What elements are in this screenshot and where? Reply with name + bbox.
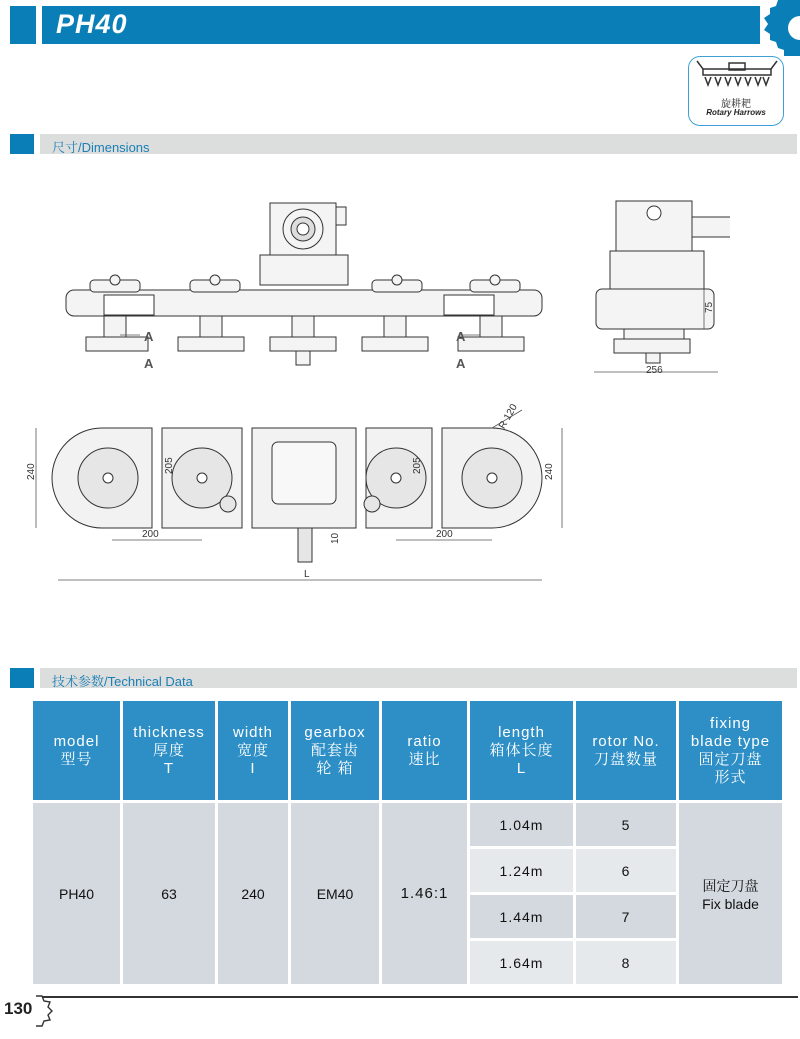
section-header-dimensions xyxy=(40,134,797,154)
page-number: 130 xyxy=(4,999,33,1018)
dim-205-left: 205 xyxy=(164,457,175,474)
gear-icon xyxy=(748,0,800,56)
cell-rotors: 8 xyxy=(576,941,676,984)
header-rotor-no: rotor No. 刀盘数量 xyxy=(576,701,676,800)
section-mark-right: A xyxy=(456,329,466,344)
section-mark-left-bottom: A xyxy=(144,356,154,371)
section-mark-right-bottom: A xyxy=(456,356,466,371)
cell-rotors: 5 xyxy=(576,803,676,846)
cell-ratio: 1.46:1 xyxy=(382,803,467,984)
category-label-zh: 旋耕耙 xyxy=(721,99,751,110)
section-accent-dimensions xyxy=(10,134,34,154)
cell-length: 1.64m xyxy=(470,941,573,984)
dim-10: 10 xyxy=(330,532,341,544)
section-title-dimensions: 尺寸/Dimensions xyxy=(52,140,150,155)
dim-205-right: 205 xyxy=(412,457,423,474)
cell-length: 1.44m xyxy=(470,895,573,938)
section-mark-left: A xyxy=(144,329,154,344)
rotary-harrow-icon xyxy=(689,57,785,95)
section-title-technical: 技术参数/Technical Data xyxy=(52,674,193,689)
section-accent-technical xyxy=(10,668,34,688)
table-row xyxy=(33,803,782,846)
header-length: length 箱体长度 L xyxy=(470,701,573,800)
table-header-row xyxy=(33,701,782,800)
header-ratio: ratio 速比 xyxy=(382,701,467,800)
dim-240-left: 240 xyxy=(26,463,37,480)
footer-rule xyxy=(42,996,798,998)
header-gearbox: gearbox 配套齿 轮 箱 xyxy=(291,701,379,800)
top-view-drawing xyxy=(22,400,577,585)
page-title: PH40 xyxy=(56,9,128,39)
cell-rotors: 7 xyxy=(576,895,676,938)
side-view-drawing xyxy=(590,195,730,380)
dim-75: 75 xyxy=(704,301,715,313)
dim-256: 256 xyxy=(646,365,663,376)
dim-240-right: 240 xyxy=(544,463,555,480)
footer-gear-icon xyxy=(34,994,54,1028)
category-label-en: Rotary Harrows xyxy=(706,108,766,117)
header-model: model 型号 xyxy=(33,701,120,800)
header-bar xyxy=(42,6,760,44)
dim-R120: R 120 xyxy=(497,402,520,431)
cell-length: 1.04m xyxy=(470,803,573,846)
dim-200-left: 200 xyxy=(142,529,159,540)
category-icon-rotary-harrows xyxy=(688,56,784,126)
cell-model: PH40 xyxy=(33,803,120,984)
dim-L: L xyxy=(304,569,310,580)
header-accent-block xyxy=(10,6,36,44)
cell-width: 240 xyxy=(218,803,288,984)
section-header-technical xyxy=(40,668,797,688)
header-thickness: thickness 厚度 T xyxy=(123,701,215,800)
technical-data-table xyxy=(30,698,785,987)
dim-200-right: 200 xyxy=(436,529,453,540)
cell-length: 1.24m xyxy=(470,849,573,892)
cell-blade-type: 固定刀盘 Fix blade xyxy=(679,803,782,984)
cell-gearbox: EM40 xyxy=(291,803,379,984)
cell-thickness: 63 xyxy=(123,803,215,984)
cell-rotors: 6 xyxy=(576,849,676,892)
front-view-drawing xyxy=(60,185,550,375)
header-fixing-blade-type: fixing blade type 固定刀盘 形式 xyxy=(679,701,782,800)
header-width: width 宽度 I xyxy=(218,701,288,800)
